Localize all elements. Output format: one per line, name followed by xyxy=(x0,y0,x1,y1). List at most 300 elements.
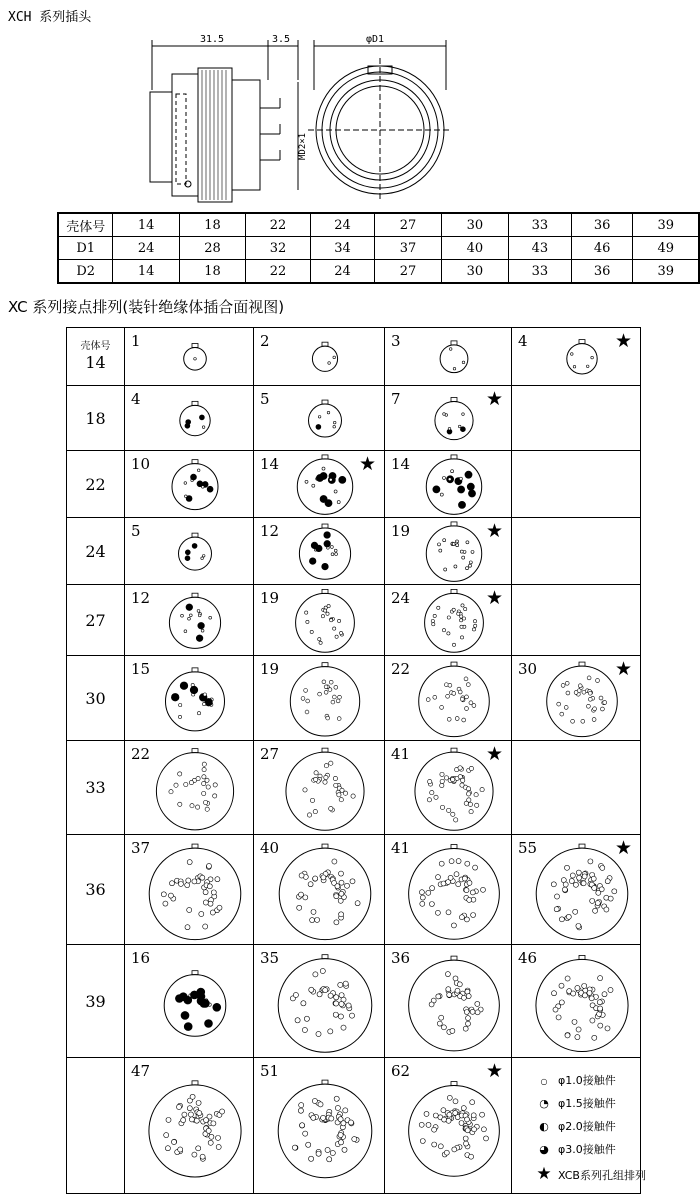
key-notch xyxy=(579,340,585,344)
contact-pin xyxy=(467,880,472,885)
spec-row xyxy=(58,237,699,260)
contact-pin xyxy=(480,1112,485,1117)
contact-pin xyxy=(432,623,435,626)
shell-size: 22 xyxy=(85,474,106,494)
contact-pin xyxy=(466,1021,471,1026)
contact-pin xyxy=(328,993,333,998)
contact-pin xyxy=(587,990,592,995)
contact-pin xyxy=(321,1115,326,1120)
key-notch xyxy=(192,971,198,975)
contact-pin xyxy=(305,710,309,714)
contact-pin xyxy=(332,859,337,864)
legend-item xyxy=(530,1118,616,1134)
page-title: XCH 系列插头 xyxy=(8,10,92,25)
contact-pin xyxy=(309,558,316,565)
contact-pin xyxy=(322,563,329,570)
insert-outline xyxy=(279,848,371,940)
legend-text: φ1.5接触件 xyxy=(558,1097,616,1110)
contact-pin xyxy=(200,999,208,1007)
key-notch xyxy=(322,524,328,528)
contact-pin xyxy=(301,696,305,700)
layout-cell xyxy=(125,835,254,945)
contact-pin xyxy=(462,876,467,881)
layout-cell xyxy=(254,656,385,741)
contact-pin xyxy=(426,1122,431,1127)
key-notch xyxy=(451,589,457,593)
contact-pin xyxy=(197,469,200,472)
insert-outline xyxy=(309,404,342,437)
contact-pin xyxy=(199,911,204,916)
layout-cell xyxy=(254,518,385,585)
contact-pin xyxy=(443,539,446,542)
contact-pin xyxy=(316,1151,321,1156)
contact-pin xyxy=(306,620,309,623)
dim-3-5: 3.5 xyxy=(272,34,291,45)
contact-pin xyxy=(202,426,205,429)
contact-pin xyxy=(453,1099,458,1104)
contact-pin xyxy=(310,918,315,923)
contact-pin xyxy=(306,1142,311,1147)
spec-cell: 14 xyxy=(113,260,179,284)
contact-pin xyxy=(203,900,208,905)
contact-pin xyxy=(420,895,425,900)
spec-cell: 18 xyxy=(179,213,245,237)
layout-cell xyxy=(512,386,641,451)
contact-pin xyxy=(563,882,568,887)
legend-text: XCB系列孔组排列 xyxy=(558,1169,646,1182)
contact-pin xyxy=(321,615,324,618)
legend-item xyxy=(530,1141,616,1157)
contact-pin xyxy=(192,879,197,884)
contact-pin xyxy=(469,766,473,770)
three-quarter-circle-icon: ◕ xyxy=(539,1143,549,1156)
contact-pin xyxy=(334,894,339,899)
layout-row xyxy=(67,741,641,835)
xcb-star-icon: ★ xyxy=(614,658,632,680)
contact-pin xyxy=(440,783,444,787)
contact-pin xyxy=(334,490,337,493)
contact-pin xyxy=(464,801,468,805)
insert-outline xyxy=(297,459,352,514)
contact-pin xyxy=(443,413,446,416)
contact-pin xyxy=(442,476,445,479)
contact-count: 55 xyxy=(518,839,538,857)
contact-pin xyxy=(458,425,461,428)
contact-pin xyxy=(300,1123,305,1128)
contact-pin xyxy=(573,365,576,368)
contact-pin xyxy=(433,695,437,699)
contact-pin xyxy=(471,1113,476,1118)
contact-pin xyxy=(600,865,605,870)
key-notch xyxy=(192,343,198,347)
contact-pin xyxy=(198,614,201,617)
contact-pin xyxy=(295,1018,300,1023)
contact-pin xyxy=(560,712,564,716)
contact-pin xyxy=(216,1144,221,1149)
contact-pin xyxy=(437,543,440,546)
dim-d1: φD1 xyxy=(366,34,385,45)
contact-pin xyxy=(455,988,460,993)
contact-pin xyxy=(588,697,592,701)
layout-cell xyxy=(512,518,641,585)
contact-pin xyxy=(446,987,451,992)
contact-pin xyxy=(306,699,310,703)
contact-pin xyxy=(310,798,314,802)
contact-pin xyxy=(608,987,613,992)
contact-pin xyxy=(564,865,569,870)
contact-pin xyxy=(420,1139,425,1144)
contact-pin xyxy=(323,609,326,612)
contact-pin xyxy=(339,798,343,802)
contact-pin xyxy=(430,790,434,794)
contact-pin xyxy=(446,910,451,915)
spec-cell: 37 xyxy=(375,237,441,260)
layout-cell xyxy=(125,945,254,1058)
layout-cell xyxy=(385,328,512,386)
contact-pin xyxy=(565,1033,570,1038)
contact-pin xyxy=(217,905,222,910)
contact-pin xyxy=(215,877,220,882)
contact-pin xyxy=(329,806,333,810)
legend-text: φ1.0接触件 xyxy=(558,1074,616,1087)
contact-count: 30 xyxy=(518,660,538,678)
contact-count: 46 xyxy=(518,949,538,967)
contact-pin xyxy=(553,1007,558,1012)
contact-pin xyxy=(576,923,581,928)
contact-pin xyxy=(450,1028,455,1033)
contact-pin xyxy=(460,697,464,701)
contact-pin xyxy=(298,892,303,897)
contact-pin xyxy=(451,812,455,816)
contact-pin xyxy=(208,1140,213,1145)
xcb-star-icon: ★ xyxy=(485,388,503,410)
key-notch xyxy=(451,455,457,459)
contact-pin xyxy=(202,775,206,779)
contact-pin xyxy=(299,873,304,878)
contact-pin xyxy=(465,707,469,711)
contact-pin xyxy=(178,1147,183,1152)
contact-pin xyxy=(317,992,322,997)
contact-pin xyxy=(598,976,603,981)
contact-pin xyxy=(315,917,320,922)
key-notch xyxy=(192,668,198,672)
xcb-star-icon: ★ xyxy=(485,587,503,609)
contact-pin xyxy=(471,550,474,553)
contact-pin xyxy=(446,694,450,698)
layout-cell xyxy=(385,835,512,945)
contact-pin xyxy=(355,901,360,906)
insert-outline xyxy=(166,672,225,731)
key-notch xyxy=(322,589,328,593)
contact-pin xyxy=(429,1002,434,1007)
layout-cell xyxy=(125,741,254,835)
layout-cell xyxy=(512,451,641,518)
contact-pin xyxy=(589,996,594,1001)
contact-pin xyxy=(581,881,586,886)
contact-pin xyxy=(326,612,329,615)
contact-pin xyxy=(464,607,467,610)
key-notch xyxy=(322,455,328,459)
contact-pin xyxy=(181,614,184,617)
contact-pin xyxy=(598,1006,603,1011)
contact-pin xyxy=(597,1000,602,1005)
contact-pin xyxy=(457,982,462,987)
contact-pin xyxy=(213,1003,221,1011)
contact-pin xyxy=(455,717,459,721)
contact-pin xyxy=(430,886,435,891)
contact-pin xyxy=(456,882,461,887)
layout-cell xyxy=(512,945,641,1058)
key-notch xyxy=(451,956,457,960)
contact-pin xyxy=(315,545,322,552)
contact-insert-diagram xyxy=(125,518,253,584)
contact-pin xyxy=(462,617,465,620)
layout-cell xyxy=(385,386,512,451)
shell-size-cell xyxy=(67,741,125,835)
contact-pin xyxy=(605,879,610,884)
contact-pin xyxy=(586,365,589,368)
contact-pin xyxy=(168,893,173,898)
contact-pin xyxy=(191,474,197,480)
contact-pin xyxy=(565,681,569,685)
contact-pin xyxy=(341,1121,346,1126)
contact-pin xyxy=(312,1098,317,1103)
contact-pin xyxy=(445,972,450,977)
contact-pin xyxy=(339,1001,344,1006)
contact-pin xyxy=(432,1127,437,1132)
insert-outline xyxy=(536,959,628,1051)
contact-pin xyxy=(330,1150,335,1155)
key-notch xyxy=(322,844,328,848)
contact-pin xyxy=(184,1023,192,1031)
contact-count: 41 xyxy=(391,745,411,763)
spec-cell: 30 xyxy=(441,260,508,284)
contact-pin xyxy=(163,901,168,906)
contact-pin xyxy=(175,994,183,1002)
contact-pin xyxy=(571,991,576,996)
contact-pin xyxy=(324,532,331,539)
contact-pin xyxy=(433,614,436,617)
contact-pin xyxy=(334,685,338,689)
contact-pin xyxy=(473,620,476,623)
legend-item xyxy=(530,1095,616,1111)
contact-pin xyxy=(593,908,598,913)
contact-pin xyxy=(180,682,188,690)
contact-pin xyxy=(576,870,581,875)
shell-size-cell xyxy=(67,945,125,1058)
contact-pin xyxy=(188,1112,193,1117)
contact-pin xyxy=(337,501,340,504)
contact-pin xyxy=(458,690,462,694)
contact-pin xyxy=(468,802,472,806)
contact-pin xyxy=(339,993,344,998)
contact-pin xyxy=(192,543,197,548)
contact-pin xyxy=(324,540,331,547)
contact-pin xyxy=(432,1142,437,1147)
layout-cell xyxy=(385,518,512,585)
contact-pin xyxy=(333,627,336,630)
contact-pin xyxy=(213,783,217,787)
key-notch xyxy=(192,749,198,753)
insert-outline xyxy=(149,1085,241,1177)
contact-pin xyxy=(465,861,470,866)
contact-pin xyxy=(186,604,193,611)
contact-pin xyxy=(442,629,445,632)
contact-pin xyxy=(462,718,466,722)
contact-pin xyxy=(174,783,178,787)
contact-pin xyxy=(328,362,331,365)
contact-pin xyxy=(208,901,213,906)
contact-pin xyxy=(320,472,327,479)
contact-pin xyxy=(449,859,454,864)
key-notch xyxy=(451,748,457,752)
contact-pin xyxy=(451,777,455,781)
contact-pin xyxy=(335,635,338,638)
layout-cell xyxy=(512,656,641,741)
contact-pin xyxy=(176,1104,181,1109)
contact-pin xyxy=(169,881,174,886)
contact-pin xyxy=(439,861,444,866)
contact-pin xyxy=(566,914,571,919)
contact-pin xyxy=(465,1117,470,1122)
contact-pin xyxy=(588,859,593,864)
contact-count: 47 xyxy=(131,1062,151,1080)
contact-pin xyxy=(562,887,567,892)
contact-pin xyxy=(329,478,332,481)
contact-pin xyxy=(338,1140,343,1145)
contact-pin xyxy=(469,1154,474,1159)
contact-pin xyxy=(574,691,578,695)
layout-cell xyxy=(254,386,385,451)
contact-count: 1 xyxy=(131,332,141,350)
contact-count: 36 xyxy=(391,949,411,967)
contact-pin xyxy=(190,686,198,694)
contact-pin xyxy=(456,544,459,547)
contact-pin xyxy=(575,985,580,990)
contact-count: 15 xyxy=(131,660,151,678)
contact-pin xyxy=(334,995,339,1000)
contact-pin xyxy=(211,1121,216,1126)
spec-cell: 33 xyxy=(509,213,572,237)
contact-count: 3 xyxy=(391,332,401,350)
insert-outline xyxy=(169,597,220,648)
key-notch xyxy=(579,662,585,666)
contact-pin xyxy=(595,900,600,905)
xcb-star-icon: ★ xyxy=(485,743,503,765)
contact-pin xyxy=(442,1117,447,1122)
contact-pin xyxy=(462,556,465,559)
contact-pin xyxy=(179,703,182,706)
contact-pin xyxy=(329,680,333,684)
contact-pin xyxy=(171,1139,176,1144)
contact-pin xyxy=(465,1128,470,1133)
layout-cell xyxy=(125,518,254,585)
contact-pin xyxy=(341,1025,346,1030)
layout-cell xyxy=(254,835,385,945)
contact-pin xyxy=(189,1117,194,1122)
contact-pin xyxy=(419,1122,424,1127)
contact-pin xyxy=(474,624,477,627)
contact-pin xyxy=(339,880,344,885)
contact-pin xyxy=(333,356,336,359)
contact-pin xyxy=(202,702,205,705)
contact-layout-grid xyxy=(66,327,646,1194)
contact-pin xyxy=(559,1000,564,1005)
dim-md2: MD2×1 xyxy=(298,132,308,160)
contact-pin xyxy=(456,859,461,864)
contact-pin xyxy=(343,981,348,986)
key-notch xyxy=(579,955,585,959)
layout-cell xyxy=(125,656,254,741)
contact-pin xyxy=(311,1115,316,1120)
contact-pin xyxy=(439,1015,444,1020)
shell-size: 14 xyxy=(85,353,106,372)
contact-pin xyxy=(321,875,326,880)
contact-pin xyxy=(460,427,465,432)
shell-size-cell xyxy=(67,451,125,518)
contact-pin xyxy=(559,983,564,988)
contact-pin xyxy=(436,994,441,999)
contact-pin xyxy=(197,1111,202,1116)
contact-pin xyxy=(475,1001,480,1006)
layout-row xyxy=(67,518,641,585)
contact-pin xyxy=(297,905,302,910)
contact-pin xyxy=(454,872,459,877)
contact-pin xyxy=(434,795,438,799)
contact-pin xyxy=(559,917,564,922)
contact-pin xyxy=(572,1019,577,1024)
contact-pin xyxy=(351,794,355,798)
insert-outline xyxy=(547,666,618,737)
contact-pin xyxy=(602,992,607,997)
contact-pin xyxy=(339,912,344,917)
contact-pin xyxy=(202,762,206,766)
contact-pin xyxy=(447,717,451,721)
contact-pin xyxy=(440,493,443,496)
spec-cell: 14 xyxy=(113,213,179,237)
contact-pin xyxy=(551,991,556,996)
contact-pin xyxy=(348,1120,353,1125)
contact-pin xyxy=(324,685,328,689)
contact-pin xyxy=(464,888,469,893)
contact-count: 22 xyxy=(131,745,151,763)
insert-outline xyxy=(426,526,481,581)
contact-pin xyxy=(185,423,190,428)
spec-cell: 40 xyxy=(441,237,508,260)
key-notch xyxy=(192,1081,198,1085)
layout-cell xyxy=(385,1058,512,1194)
key-notch xyxy=(192,460,198,464)
contact-pin xyxy=(471,913,476,918)
contact-pin xyxy=(590,1018,595,1023)
layout-row xyxy=(67,1058,641,1194)
contact-pin xyxy=(323,780,327,784)
insert-outline xyxy=(290,667,359,736)
contact-pin xyxy=(591,356,594,359)
spec-row xyxy=(58,213,699,237)
contact-pin xyxy=(440,779,444,783)
contact-pin xyxy=(334,549,337,552)
contact-pin xyxy=(440,705,444,709)
contact-pin xyxy=(338,871,343,876)
contact-pin xyxy=(472,628,475,631)
contact-pin xyxy=(309,987,314,992)
contact-pin xyxy=(466,541,469,544)
contact-pin xyxy=(454,818,458,822)
contact-pin xyxy=(203,1118,208,1123)
contact-pin xyxy=(339,891,344,896)
contact-insert-diagram xyxy=(125,386,253,450)
